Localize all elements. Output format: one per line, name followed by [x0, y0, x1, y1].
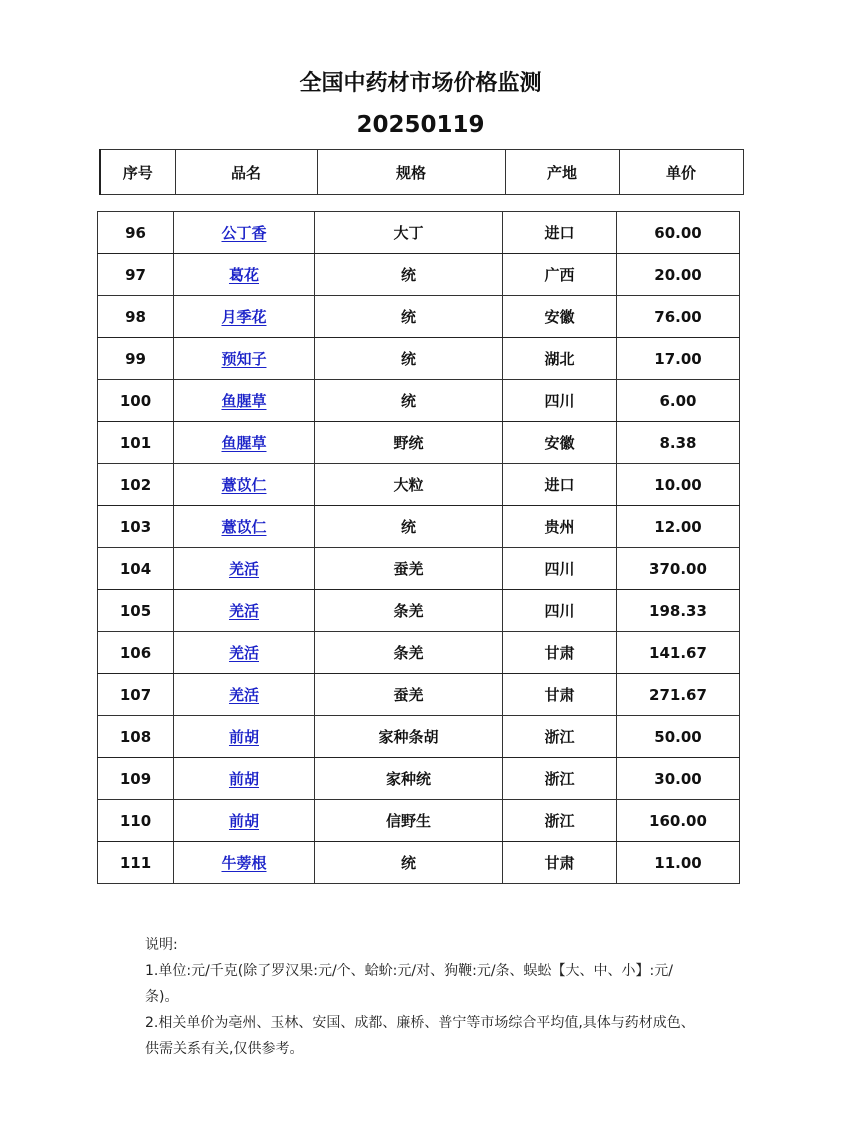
- cell-name: [174, 254, 315, 296]
- cell-origin: 四川: [503, 590, 617, 632]
- cell-origin: 浙江: [503, 800, 617, 842]
- cell-spec: 统: [315, 506, 503, 548]
- cell-price: 76.00: [617, 296, 740, 338]
- herb-name-link[interactable]: 牛蒡根: [221, 854, 267, 872]
- cell-no: 108: [98, 716, 174, 758]
- column-header-price: 单价: [619, 150, 743, 195]
- cell-origin: 进口: [503, 464, 617, 506]
- table-row: [98, 464, 740, 506]
- herb-name-link[interactable]: 预知子: [221, 350, 267, 368]
- cell-price: 20.00: [617, 254, 740, 296]
- cell-name: [174, 842, 315, 884]
- table-row: [98, 380, 740, 422]
- cell-name: [174, 422, 315, 464]
- cell-name: [174, 674, 315, 716]
- cell-name: [174, 464, 315, 506]
- cell-price: 141.67: [617, 632, 740, 674]
- cell-name: [174, 506, 315, 548]
- page-title: 全国中药材市场价格监测: [299, 71, 542, 96]
- cell-name: [174, 590, 315, 632]
- cell-no: 105: [98, 590, 174, 632]
- cell-price: 60.00: [617, 212, 740, 254]
- table-row: [98, 590, 740, 632]
- herb-name-link[interactable]: 薏苡仁: [221, 518, 267, 536]
- table-row: [98, 758, 740, 800]
- cell-spec: 信野生: [315, 800, 503, 842]
- herb-name-link[interactable]: 前胡: [228, 812, 259, 830]
- cell-spec: 统: [315, 296, 503, 338]
- herb-name-link[interactable]: 鱼腥草: [221, 434, 267, 452]
- cell-origin: 甘肃: [503, 674, 617, 716]
- cell-spec: 蚕羌: [315, 548, 503, 590]
- cell-spec: 条羌: [315, 632, 503, 674]
- cell-origin: 浙江: [503, 716, 617, 758]
- cell-origin: 甘肃: [503, 842, 617, 884]
- column-header-spec: 规格: [317, 150, 505, 195]
- herb-name-link[interactable]: 前胡: [228, 728, 259, 746]
- cell-origin: 进口: [503, 212, 617, 254]
- cell-spec: 蚕羌: [315, 674, 503, 716]
- cell-name: [174, 212, 315, 254]
- cell-name: [174, 758, 315, 800]
- notes: [145, 932, 705, 1062]
- notes-line-1: 1.单位:元/千克(除了罗汉果:元/个、蛤蚧:元/对、狗鞭:元/条、蜈蚣【大、中、小】:元/条)。: [145, 963, 673, 1005]
- herb-name-link[interactable]: 羌活: [228, 560, 259, 578]
- table-row: [98, 422, 740, 464]
- table-row: [98, 632, 740, 674]
- herb-name-link[interactable]: 薏苡仁: [221, 476, 267, 494]
- cell-name: [174, 716, 315, 758]
- table-row: [98, 842, 740, 884]
- cell-price: 8.38: [617, 422, 740, 464]
- cell-price: 12.00: [617, 506, 740, 548]
- cell-price: 50.00: [617, 716, 740, 758]
- cell-spec: 统: [315, 338, 503, 380]
- cell-origin: 四川: [503, 548, 617, 590]
- notes-line-2: 2.相关单价为亳州、玉林、安国、成都、廉桥、普宁等市场综合平均值,具体与药材成色、供需关系有关,仅供参考。: [145, 1015, 695, 1057]
- cell-no: 96: [98, 212, 174, 254]
- cell-price: 370.00: [617, 548, 740, 590]
- cell-spec: 统: [315, 842, 503, 884]
- cell-no: 110: [98, 800, 174, 842]
- cell-origin: 安徽: [503, 422, 617, 464]
- herb-name-link[interactable]: 葛花: [228, 266, 259, 284]
- cell-spec: 家种条胡: [315, 716, 503, 758]
- cell-no: 100: [98, 380, 174, 422]
- cell-spec: 大粒: [315, 464, 503, 506]
- cell-origin: 四川: [503, 380, 617, 422]
- cell-spec: 野统: [315, 422, 503, 464]
- herb-name-link[interactable]: 鱼腥草: [221, 392, 267, 410]
- herb-name-link[interactable]: 公丁香: [221, 224, 267, 242]
- table-row: [98, 800, 740, 842]
- herb-name-link[interactable]: 羌活: [228, 686, 259, 704]
- price-table: [97, 211, 740, 884]
- cell-price: 6.00: [617, 380, 740, 422]
- cell-spec: 统: [315, 380, 503, 422]
- cell-price: 271.67: [617, 674, 740, 716]
- cell-no: 98: [98, 296, 174, 338]
- cell-no: 103: [98, 506, 174, 548]
- cell-name: [174, 548, 315, 590]
- herb-name-link[interactable]: 月季花: [221, 308, 267, 326]
- cell-no: 104: [98, 548, 174, 590]
- cell-spec: 大丁: [315, 212, 503, 254]
- table-row: [98, 212, 740, 254]
- cell-name: [174, 296, 315, 338]
- table-row: [98, 674, 740, 716]
- cell-no: 102: [98, 464, 174, 506]
- cell-origin: 广西: [503, 254, 617, 296]
- cell-origin: 安徽: [503, 296, 617, 338]
- cell-name: [174, 800, 315, 842]
- cell-spec: 家种统: [315, 758, 503, 800]
- cell-price: 160.00: [617, 800, 740, 842]
- cell-price: 17.00: [617, 338, 740, 380]
- cell-origin: 湖北: [503, 338, 617, 380]
- cell-name: [174, 380, 315, 422]
- cell-price: 198.33: [617, 590, 740, 632]
- column-header-name: 品名: [175, 150, 317, 195]
- cell-origin: 浙江: [503, 758, 617, 800]
- cell-no: 97: [98, 254, 174, 296]
- cell-price: 10.00: [617, 464, 740, 506]
- cell-price: 11.00: [617, 842, 740, 884]
- table-header: [99, 149, 744, 195]
- cell-no: 109: [98, 758, 174, 800]
- herb-name-link[interactable]: 羌活: [228, 602, 259, 620]
- cell-price: 30.00: [617, 758, 740, 800]
- cell-no: 107: [98, 674, 174, 716]
- cell-no: 111: [98, 842, 174, 884]
- cell-no: 106: [98, 632, 174, 674]
- table-row: [98, 548, 740, 590]
- herb-name-link[interactable]: 前胡: [228, 770, 259, 788]
- herb-name-link[interactable]: 羌活: [228, 644, 259, 662]
- column-header-no: 序号: [100, 150, 175, 195]
- notes-heading: 说明:: [145, 937, 178, 953]
- cell-origin: 贵州: [503, 506, 617, 548]
- table-row: [98, 716, 740, 758]
- table-row: [98, 506, 740, 548]
- cell-spec: 统: [315, 254, 503, 296]
- cell-spec: 条羌: [315, 590, 503, 632]
- cell-name: [174, 632, 315, 674]
- column-header-origin: 产地: [505, 150, 619, 195]
- table-row: [98, 296, 740, 338]
- cell-no: 99: [98, 338, 174, 380]
- report-date: 20250119: [356, 112, 485, 138]
- cell-name: [174, 338, 315, 380]
- cell-origin: 甘肃: [503, 632, 617, 674]
- cell-no: 101: [98, 422, 174, 464]
- table-row: [98, 254, 740, 296]
- table-row: [98, 338, 740, 380]
